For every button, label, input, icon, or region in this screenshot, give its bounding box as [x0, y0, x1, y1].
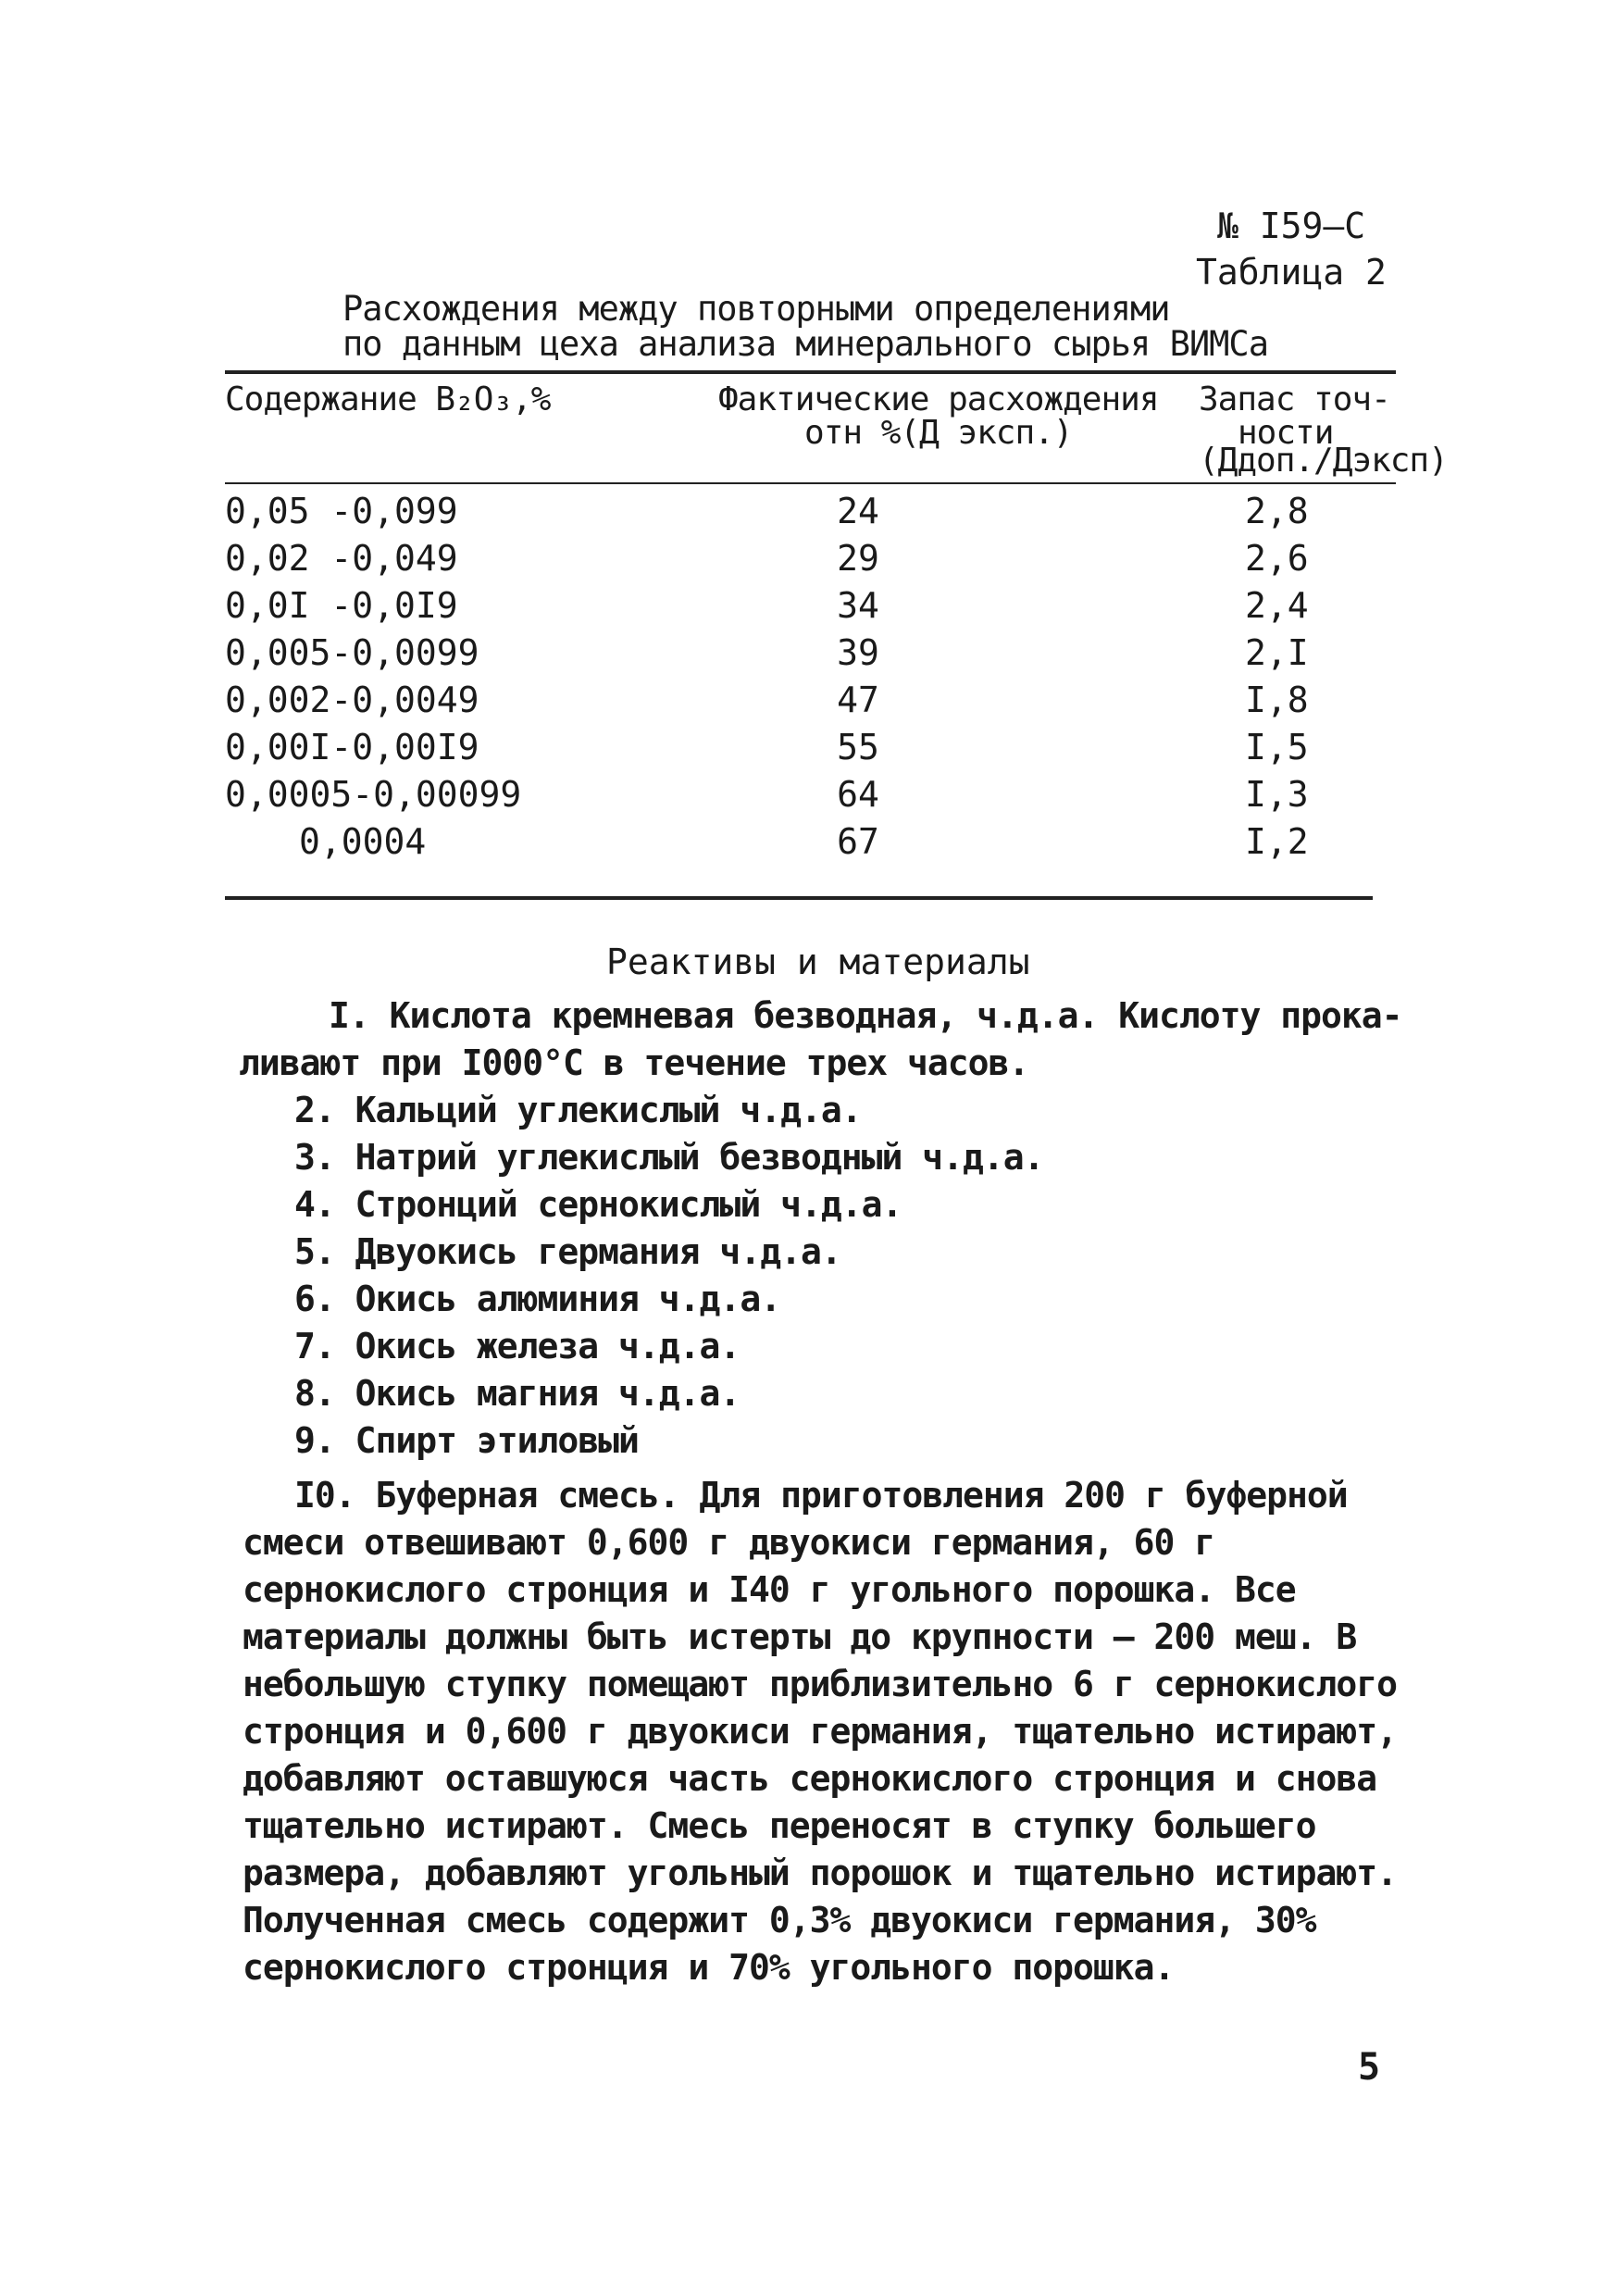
column-header-margin-line3: (Ддоп./Дэксп): [1199, 442, 1448, 480]
reagent-item: 6. Окись алюминия ч.д.а.: [294, 1279, 781, 1319]
table-cell-margin: 2,I: [1245, 632, 1309, 673]
reagent-item: 4. Стронций сернокислый ч.д.а.: [294, 1184, 902, 1225]
buffer-mixture-paragraph: I0. Буферная смесь. Для приготовления 200 г буферной смеси отвешивают 0,600 г двуокиси германия, 60 г сернокислого стронция и I40 г угольного порошка. Все материалы должны быть истерты до крупности – 200 меш. В небольшую ступку помещают приблизительно 6 г сернокислого стронция и 0,600 г двуокиси германия, тщательно истирают, добавляют оставшуюся часть сернокислого стронция и снова тщательно истирают. Смесь переносят в ступку большего размера, добавляют угольный порошок и тщательно истирают. Полученная смесь содержит 0,3% двуокиси германия, 30% сернокислого стронция и 70% угольного порошка.: [243, 1475, 1398, 1988]
table-cell-content: 0,05 -0,099: [225, 491, 458, 531]
column-header-margin-line1: Запас точ-: [1199, 381, 1390, 418]
table-cell-divergence: 64: [837, 774, 879, 815]
reagent-item: 7. Окись железа ч.д.а.: [294, 1326, 741, 1366]
table-cell-content: 0,0005-0,00099: [225, 774, 522, 815]
column-header-divergence: [718, 383, 1159, 450]
reagent-item: 3. Натрий углекислый безводный ч.д.а.: [294, 1137, 1044, 1178]
table-cell-margin: I,2: [1245, 821, 1309, 862]
table-cell-divergence: 39: [837, 632, 879, 673]
column-header-divergence-line1: Фактические расхождения: [718, 381, 1159, 418]
table-cell-content: 0,0I -0,0I9: [225, 585, 458, 626]
table-cell-margin: I,5: [1245, 727, 1309, 767]
table-top-rule: [225, 370, 1396, 374]
table-cell-content: 0,0004: [299, 821, 427, 862]
table-cell-content: 0,02 -0,049: [225, 538, 458, 579]
table-cell-divergence: 29: [837, 538, 879, 579]
reagent-item: 2. Кальций углекислый ч.д.а.: [294, 1090, 862, 1130]
table-cell-content: 0,002-0,0049: [225, 680, 479, 720]
table-cell-divergence: 34: [837, 585, 879, 626]
table-cell-margin: 2,8: [1245, 491, 1309, 531]
table-cell-divergence: 55: [837, 727, 879, 767]
table-bottom-rule: [225, 896, 1373, 900]
table-caption-line2: по данным цеха анализа минерального сырья ВИМСа: [342, 324, 1268, 364]
table-cell-divergence: 67: [837, 821, 879, 862]
page-number: 5: [1358, 2046, 1381, 2089]
table-cell-divergence: 24: [837, 491, 879, 531]
document-number: № I59–С: [1217, 206, 1366, 246]
section-title: Реактивы и материалы: [606, 942, 1030, 982]
column-header-margin-line2: ности: [1238, 414, 1334, 452]
column-header-margin: [1199, 383, 1448, 478]
table-cell-margin: I,3: [1245, 774, 1309, 815]
reagent-item: 5. Двуокись германия ч.д.а.: [294, 1231, 841, 1272]
table-cell-divergence: 47: [837, 680, 879, 720]
reagent-item: 8. Окись магния ч.д.а.: [294, 1373, 741, 1414]
table-cell-content: 0,005-0,0099: [225, 632, 479, 673]
reagent-item-1-line1: I. Кислота кремневая безводная, ч.д.а. Кислоту прока-: [329, 995, 1402, 1036]
table-cell-margin: 2,6: [1245, 538, 1309, 579]
column-header-divergence-line2: отн %(Д эксп.): [804, 414, 1073, 452]
table-label: Таблица 2: [1196, 252, 1387, 293]
table-header-rule: [225, 482, 1396, 484]
table-caption-line1: Расхождения между повторными определениями: [342, 289, 1170, 329]
table-cell-margin: 2,4: [1245, 585, 1309, 626]
reagent-item-1-line2: ливают при I000°С в течение трех часов.: [239, 1042, 1029, 1083]
column-header-content: Содержание B₂O₃,%: [225, 381, 551, 418]
table-cell-content: 0,00I-0,00I9: [225, 727, 479, 767]
reagent-item: 9. Спирт этиловый: [294, 1420, 639, 1461]
table-cell-margin: I,8: [1245, 680, 1309, 720]
